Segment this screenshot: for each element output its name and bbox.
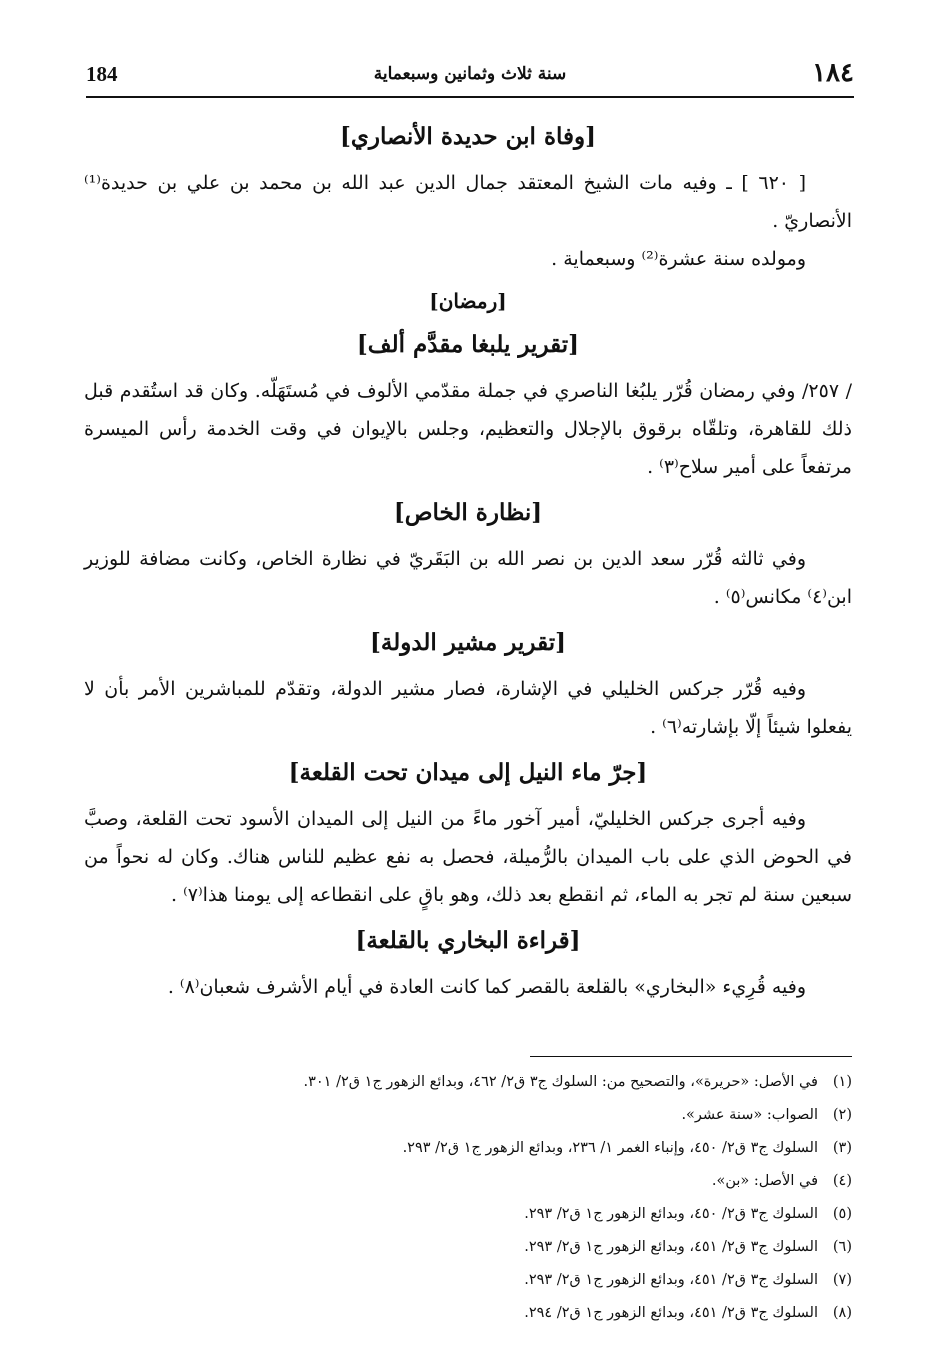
footnote-text: الصواب: «سنة عشر». [681,1107,818,1123]
paragraph: [ ٦٢٠ ] ـ وفيه مات الشيخ المعتقد جمال الدين عبد الله بن محمد بن علي بن حديدة⁽¹⁾ الأنصاريّ . [84,172,852,232]
section-bukhari-reading [84,924,852,1006]
footnote-number: (٧) [832,1272,852,1288]
paragraph: ومولده سنة عشرة⁽²⁾ وسبعماية . [551,248,806,270]
section-heading: [قراءة البخاري بالقلعة] [355,927,581,954]
footnote-text: السلوك ج٣ ق٢/ ٤٥١، وبدائع الزهور ج١ ق٢/ ٢٩٤. [524,1305,818,1321]
footnote [84,1066,852,1099]
footnote [84,1297,852,1330]
running-header [86,58,854,96]
page-number-latin: 184 [86,62,118,86]
paragraph: وفيه قُرِيء «البخاري» بالقلعة بالقصر كما كانت العادة في أيام الأشرف شعبان⁽٨⁾ . [167,976,806,998]
section-yalbugha [84,328,852,486]
footnote-number: (٢) [832,1107,852,1123]
section-heading: [تقرير يلبغا مقدَّم ألف] [356,331,580,358]
footnote-number: (١) [832,1074,852,1090]
footnote-text: في الأصل: «بن». [711,1173,818,1189]
section-nizarat-al-khass [84,496,852,616]
running-title: سنة ثلاث وثمانين وسبعماية [373,64,567,84]
footnote-number: (٨) [832,1305,852,1321]
footnotes [84,1066,852,1330]
paragraph: وفيه قُرّر جركس الخليلي في الإشارة، فصار مشير الدولة، وتقدّم للمباشرين الأمر بأن لا يفعلوا شيئاً إلّا بإشارته⁽٦⁾ . [84,678,852,738]
page-number-arabic: ١٨٤ [812,58,854,88]
section-heading: [نظارة الخاص] [393,499,543,526]
paragraph: وفيه أجرى جركس الخليليّ، أمير آخور ماءً من النيل إلى الميدان الأسود تحت القلعة، وصبَّ في الحوض الذي على باب الميدان بالرُّميلة، فحصل به نفع عظيم للناس هناك. وكان له نحواً من سبعين سنة لم تجر به الماء، ثم انقطع بعد ذلك، وهو باقٍ على انقطاعه إلى يومنا هذا⁽٧⁾ . [84,808,852,906]
paragraph: / ٢٥٧/ وفي رمضان قُرّر يلبُغا الناصري في جملة مقدّمي الألوف في مُستَهَلّه. وكان قد استُقدم قبل ذلك للقاهرة، وتلقّاه برقوق بالإجلال والتعظيم، وجلس بالإيوان في وقت الخدمة رأس الميسرة مرتفعاً على أمير سلاح⁽٣⁾ . [84,380,852,478]
footnote-text: في الأصل: «حريرة»، والتصحيح من: السلوك ج٣ ق٢/ ٤٦٢، وبدائع الزهور ج١ ق٢/ ٣٠١. [303,1074,818,1090]
footnote [84,1165,852,1198]
footnote [84,1099,852,1132]
section-heading: [جرّ ماء النيل إلى ميدان تحت القلعة] [288,759,648,786]
footnote-text: السلوك ج٣ ق٢/ ٤٥٠، وإنباء الغمر ١/ ٢٣٦، وبدائع الزهور ج١ ق٢/ ٢٩٣. [402,1140,818,1156]
main-text [84,110,852,1006]
footnote-rule [530,1056,852,1057]
footnote-text: السلوك ج٣ ق٢/ ٤٥٠، وبدائع الزهور ج١ ق٢/ ٢٩٣. [524,1206,818,1222]
paragraph: وفي ثالثه قُرّر سعد الدين بن نصر الله بن البَقَريّ في نظارة الخاص، وكانت مضافة للوزير ابن⁽٤⁾ مكانس⁽٥⁾ . [84,548,852,608]
footnote-text: السلوك ج٣ ق٢/ ٤٥١، وبدائع الزهور ج١ ق٢/ ٢٩٣. [524,1272,818,1288]
footnote-number: (٥) [832,1206,852,1222]
section-heading: [رمضان] [429,289,507,313]
section-ramadan [84,284,852,318]
footnote [84,1231,852,1264]
section-mushir-al-dawla [84,626,852,746]
footnote [84,1198,852,1231]
footnote [84,1132,852,1165]
footnote-text: السلوك ج٣ ق٢/ ٤٥١، وبدائع الزهور ج١ ق٢/ ٢٩٣. [524,1239,818,1255]
footnote [84,1264,852,1297]
footnote-number: (٤) [832,1173,852,1189]
footnote-number: (٣) [832,1140,852,1156]
section-heading: [وفاة ابن حديدة الأنصاري] [339,123,597,150]
section-heading: [تقرير مشير الدولة] [370,629,566,656]
footnote-number: (٦) [832,1239,852,1255]
section-nile-water [84,756,852,914]
section-death-ibn-hadida [84,120,852,278]
header-rule [86,96,854,98]
